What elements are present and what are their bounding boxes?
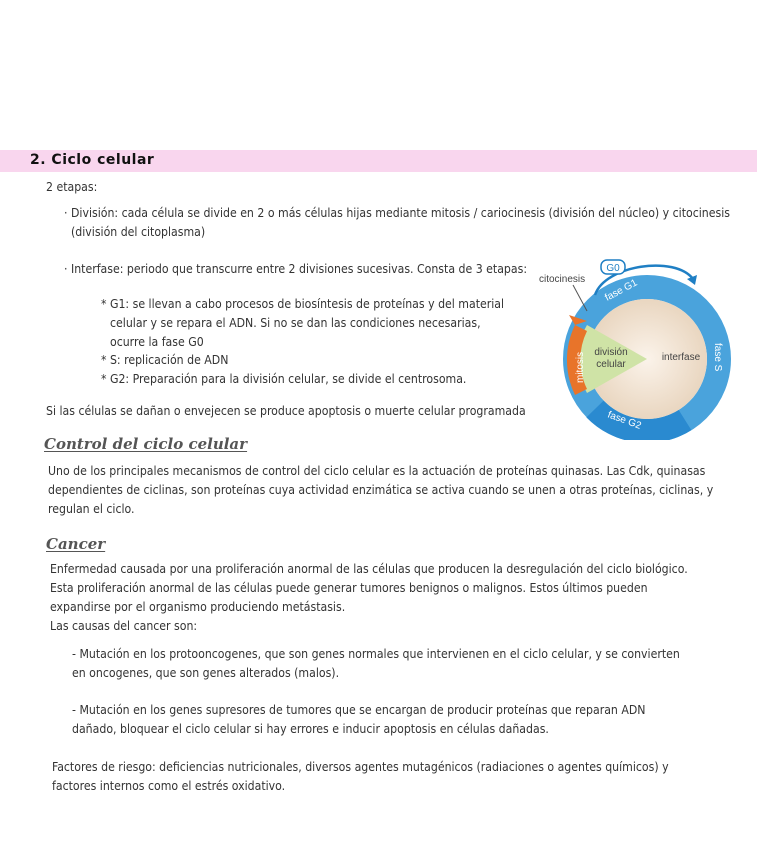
section-title: 2. Ciclo celular [30,152,155,168]
control-heading: Control del ciclo celular [44,435,248,453]
fase-g1-label: fase G1 [603,277,640,304]
fase-g2-label: fase G2 [605,409,643,432]
cause-2-line-1: - Mutación en los genes supresores de tumores que se encargan de producir proteínas que reparan ADN [72,703,646,717]
g1-line-1: * G1: se llevan a cabo procesos de biosíntesis de proteínas y del material [101,297,505,311]
apoptosis-line: Si las células se dañan o envejecen se produce apoptosis o muerte celular programada [46,404,526,418]
division-celular-label-2: celular [596,359,626,370]
interfase-label: interfase [661,352,701,363]
g0-label: G0 [606,263,620,274]
cause-1-line-1: - Mutación en los protooncogenes, que son genes normales que intervienen en el ciclo celular, y se convierten [72,647,680,661]
cancer-line-1: Enfermedad causada por una proliferación anormal de las células que producen la desregulación del ciclo biológico. [50,562,688,576]
control-line-3: regulan el ciclo. [48,502,135,516]
division-line-1: · División: cada célula se divide en 2 o más células hijas mediante mitosis / cariocinesis (división del núcleo) y citocinesis [64,206,730,220]
g1-line-3: ocurre la fase G0 [110,335,204,349]
division-line-2: (división del citoplasma) [71,225,206,239]
cause-1-line-2: en oncogenes, que son genes alterados (malos). [72,666,340,680]
control-line-2: dependientes de ciclinas, son proteínas cuya actividad enzimática se activa cuando se unen a otras proteínas, ciclinas, y [48,483,714,497]
division-celular-label-1: división [594,347,628,358]
g2-line: * G2: Preparación para la división celular, se divide el centrosoma. [101,372,467,386]
fase-s-label: fase S [712,343,723,372]
mitosis-label: mitosis [575,351,586,383]
cancer-line-3: expandirse por el organismo produciendo metástasis. [50,600,346,614]
cancer-line-4: Las causas del cancer son: [50,619,198,633]
interfase-line: · Interfase: periodo que transcurre entre 2 divisiones sucesivas. Consta de 3 etapas: [64,262,528,276]
cancer-line-2: Esta proliferación anormal de las células puede generar tumores benignos o malignos. Estos últimos pueden [50,581,648,595]
control-line-1: Uno de los principales mecanismos de control del ciclo celular es la actuación de proteínas quinasas. Las Cdk, quinasas [48,464,706,478]
g1-line-2: celular y se repara el ADN. Si no se dan las condiciones necesarias, [110,316,481,330]
risk-line-1: Factores de riesgo: deficiencias nutricionales, diversos agentes mutagénicos (radiaciones o agentes químicos) y [52,760,669,774]
cancer-heading: Cancer [46,535,106,553]
cell-cycle-diagram [535,255,735,440]
citocinesis-label: citocinesis [539,274,586,285]
cause-2-line-2: dañado, bloquear el ciclo celular si hay errores e inducir apoptosis en células dañadas. [72,722,549,736]
risk-line-2: factores internos como el estrés oxidativo. [52,779,286,793]
s-line: * S: replicación de ADN [101,353,229,367]
stages-intro: 2 etapas: [46,180,98,194]
citocinesis-pointer [573,285,587,311]
